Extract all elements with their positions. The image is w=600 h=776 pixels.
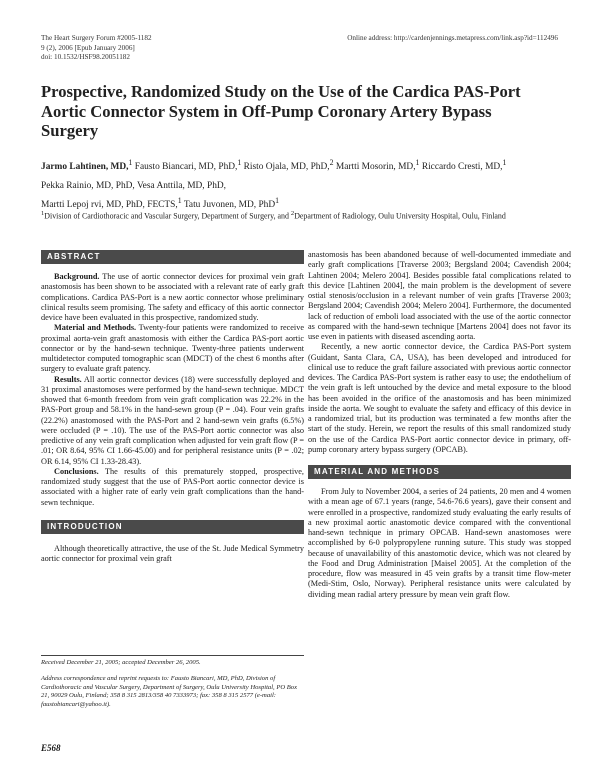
- author-list: [41, 156, 561, 212]
- affiliation: $^1$Division of Cardiothoracic and Vascular Surgery, Department of Surgery, and $^2$Department of Radiology, Oulu University Hospital, Oulu, Finland: [41, 210, 506, 221]
- footnote-divider: [41, 655, 304, 656]
- correspondence-note: Address correspondence and reprint requests to: Fausto Biancari, MD, PhD, Division of Cardiothoracic and Vascular Surgery, Department of Surgery, Oulu University Hospital, PO Box 21, 90029 Oulu, Finland; 358 8 315 2813/358 40 7333973; fax: 358 8 315 2577 (e-mail: faustobiancari@yahoo.it).: [41, 675, 298, 708]
- author: Martti Mosorin, MD,$^1$: [335, 158, 420, 173]
- methods-paragraph: From July to November 2004, a series of 24 patients, 20 men and 4 women with a mean age of 67.1 years (range, 54.6-76.6 years), gave their consent and were enrolled in a prospective, randomized study evaluating the early results of a new proximal aortic anastomotic device compared with the conventional hand-sewn technique in primary OPCAB. Hand-sewn anastomoses were accomplished by 6-0 polypropylene running suture. This study was stopped because of unavailability of this anastomotic device, which was not cleared by the Food and Drug Administration [Maisel 2005]. At the completion of the procedure, flow was measured in 45 vein grafts by a transit time flow-meter (Medi-Stim, Oslo, Norway). Peripheral resistance units were calculated by dividing mean radial artery pressure by mean vein graft flow.: [308, 487, 571, 599]
- journal-name: The Heart Surgery Forum #2005-1182: [41, 34, 152, 42]
- abstract-heading: ABSTRACT: [41, 250, 304, 264]
- right-column: [308, 250, 571, 600]
- article-title: Prospective, Randomized Study on the Use of the Cardica PAS-Port Aortic Connector System in Off-Pump Coronary Artery Bypass Surgery: [41, 82, 521, 141]
- online-address[interactable]: Online address: http://cardenjennings.metapress.com/link.asp?id=112496: [347, 34, 558, 42]
- author: Risto Ojala, MD, PhD,$^2$: [243, 158, 334, 173]
- author: Fausto Biancari, MD, PhD,$^1$: [134, 158, 242, 173]
- introduction-paragraph-2: Recently, a new aortic connector device, the Cardica PAS-Port system (Guidant, Santa Clara, CA, USA), has been developed and introduced for clinical use to reduce the graft failure associated with previous aortic connector devices. The Cardica PAS-Port system is rather easy to use; the endothelium of the vein graft is left untouched by the device and metal exposure to the blood has been avoided in the orifice of the anastomosis and has been minimized inside the aorta. We sought to evaluate the safety and efficacy of this device in a randomized trial, but its production was terminated a few months after the start of the study. Herein, we report the results of this small randomized study on the use of the Cardica PAS-Port aortic connector device in primary, off-pump coronary artery bypass surgery (OPCAB).: [308, 342, 571, 454]
- journal-header: [41, 34, 152, 63]
- author: Riccardo Cresti, MD,$^1$: [421, 158, 507, 173]
- received-note: Received December 21, 2005; accepted December 26, 2005.: [41, 659, 201, 666]
- abstract-methods: Material and Methods. Twenty-four patients were randomized to receive proximal aorta-vein graft anastomosis with either the Cardica PAS-port aortic connector or by the hand-sewn technique. Twenty-three patients underwent multidetector computed tomographic scan (MDCT) of the chest 6 months after surgery to evaluate graft patency.: [41, 323, 305, 374]
- introduction-continued: anastomosis has been abandoned because of well-documented immediate and early graft complications [Traverse 2003; Bergsland 2004; Cavendish 2004; Lahtinen 2004; Melero 2004]. Besides possible fatal complications related to this device [Lahtinen 2004], the main problem is the development of severe ostial stenosis/occlusion in a relevant number of vein grafts [Traverse 2003; Bergsland 2004; Cavendish 2004; Melero 2004]. Furthermore, the documented lack of reduction of emboli load associated with the use of the aortic connector as compared with the hand-sewn technique [Martens 2004] does not favor its use even in patients with diseased ascending aorta.: [308, 250, 571, 341]
- author: Tatu Juvonen, MD, PhD$^1$: [183, 195, 280, 210]
- author: Pekka Rainio, MD, PhD,: [41, 180, 135, 191]
- methods-heading: MATERIAL AND METHODS: [308, 465, 571, 479]
- author: Martti Lepoj rvi, MD, PhD, FECTS,$^1$: [41, 195, 182, 210]
- introduction-paragraph: Although theoretically attractive, the use of the St. Jude Medical Symmetry aortic connector for proximal vein graft: [41, 543, 304, 563]
- journal-doi[interactable]: doi: 10.1532/HSF98.20051182: [41, 53, 130, 62]
- abstract-results: Results. All aortic connector devices (18) were successfully deployed and 31 proximal anastomoses were performed by the hand-sewn technique. MDCT showed that 6-month freedom from vein graft complication was 22.2% in the PAS-Port group and 58.1% in the hand-sewn group (P = .04). Four vein grafts (22.2%) anastomosed with the PAS-Port and 2 hand-sewn vein grafts (6.5%) were occluded (P = .10). The use of the PAS-Port aortic connector was also predictive of any vein graft complication when adjusted for vein graft flow (P = .01; OR 8.64, 95% CI 1.66-45.00) and for peripheral resistance units (P = .02; OR 6.14, 95% CI 1.33-28.43).: [41, 374, 304, 466]
- abstract-background: Background. The use of aortic connector devices for proximal vein graft anastomosis has been shown to be associated with a relevant rate of early graft complications. Cardica PAS-Port is a new aortic connector whose preliminary clinical results seem promising. The safety and efficacy of this aortic connector device have been evaluated in this prospective, randomized study.: [41, 272, 304, 322]
- introduction-heading: INTRODUCTION: [41, 520, 304, 534]
- abstract-conclusions: Conclusions. The results of this prematurely stopped, prospective, randomized study suggest that the use of PAS-Port aortic connector device is associated with a higher rate of early vein graft complications than the hand-sewn technique.: [41, 466, 304, 507]
- journal-issue: 9 (2), 2006 [Epub January 2006]: [41, 43, 135, 52]
- page-number: E568: [41, 743, 61, 753]
- author: Jarmo Lahtinen, MD,$^1$: [41, 158, 133, 173]
- author: Vesa Anttila, MD, PhD,: [136, 180, 226, 191]
- left-column: [41, 250, 304, 564]
